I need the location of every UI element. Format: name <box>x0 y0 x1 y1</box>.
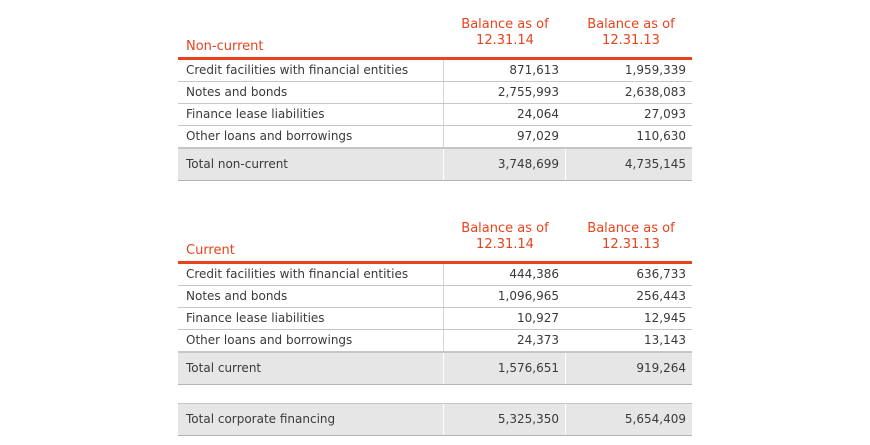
value-2014: 444,386 <box>444 264 566 285</box>
column-header-date: 12.31.13 <box>602 237 660 252</box>
row-label: Finance lease liabilities <box>178 308 444 329</box>
total-value-2014: 3,748,699 <box>444 149 566 180</box>
total-row <box>178 148 692 181</box>
value-2014: 1,096,965 <box>444 286 566 307</box>
column-header-date: 12.31.14 <box>476 237 534 252</box>
column-header-2013 <box>570 17 692 49</box>
table-row <box>178 264 692 286</box>
total-value-2013: 4,735,145 <box>624 157 686 171</box>
grand-total-table <box>178 403 692 436</box>
column-header-line: Balance as of <box>461 221 549 236</box>
column-header-date: 12.31.14 <box>476 33 534 48</box>
total-value-2013: 919,264 <box>636 361 686 375</box>
value-2013: 256,443 <box>636 289 686 303</box>
value-2013: 2,638,083 <box>624 85 686 99</box>
row-label: Other loans and borrowings <box>178 126 444 147</box>
non-current-table <box>178 17 692 181</box>
table-row <box>178 286 692 308</box>
grand-total-value-2014: 5,325,350 <box>444 404 566 435</box>
table-row <box>178 330 692 352</box>
column-header-line: Balance as of <box>587 221 675 236</box>
value-2014: 10,927 <box>444 308 566 329</box>
row-label: Other loans and borrowings <box>178 330 444 351</box>
table-header <box>178 221 692 264</box>
table-row <box>178 126 692 148</box>
column-header-2014 <box>444 221 566 253</box>
value-2013: 1,959,339 <box>624 63 686 77</box>
value-2013: 27,093 <box>644 107 686 121</box>
row-label: Finance lease liabilities <box>178 104 444 125</box>
value-2014: 24,064 <box>444 104 566 125</box>
section-title: Current <box>186 243 235 258</box>
table-row <box>178 308 692 330</box>
column-header-2014 <box>444 17 566 49</box>
total-row <box>178 352 692 385</box>
value-2014: 97,029 <box>444 126 566 147</box>
table-row <box>178 82 692 104</box>
grand-total-value-2013: 5,654,409 <box>624 412 686 426</box>
value-2013: 110,630 <box>636 129 686 143</box>
table-row <box>178 104 692 126</box>
value-2013: 13,143 <box>644 333 686 347</box>
grand-total-label: Total corporate financing <box>178 404 444 435</box>
current-table <box>178 221 692 385</box>
table-header <box>178 17 692 60</box>
row-label: Credit facilities with financial entities <box>178 264 444 285</box>
column-header-line: Balance as of <box>461 17 549 32</box>
column-header-2013 <box>570 221 692 253</box>
row-label: Notes and bonds <box>178 286 444 307</box>
table-row <box>178 60 692 82</box>
total-label: Total current <box>178 353 444 384</box>
section-title: Non-current <box>186 39 264 54</box>
grand-total-row <box>178 403 692 436</box>
total-value-2014: 1,576,651 <box>444 353 566 384</box>
value-2014: 2,755,993 <box>444 82 566 103</box>
total-label: Total non-current <box>178 149 444 180</box>
value-2014: 24,373 <box>444 330 566 351</box>
value-2014: 871,613 <box>444 60 566 81</box>
column-header-line: Balance as of <box>587 17 675 32</box>
value-2013: 12,945 <box>644 311 686 325</box>
row-label: Credit facilities with financial entities <box>178 60 444 81</box>
column-header-date: 12.31.13 <box>602 33 660 48</box>
row-label: Notes and bonds <box>178 82 444 103</box>
value-2013: 636,733 <box>636 267 686 281</box>
